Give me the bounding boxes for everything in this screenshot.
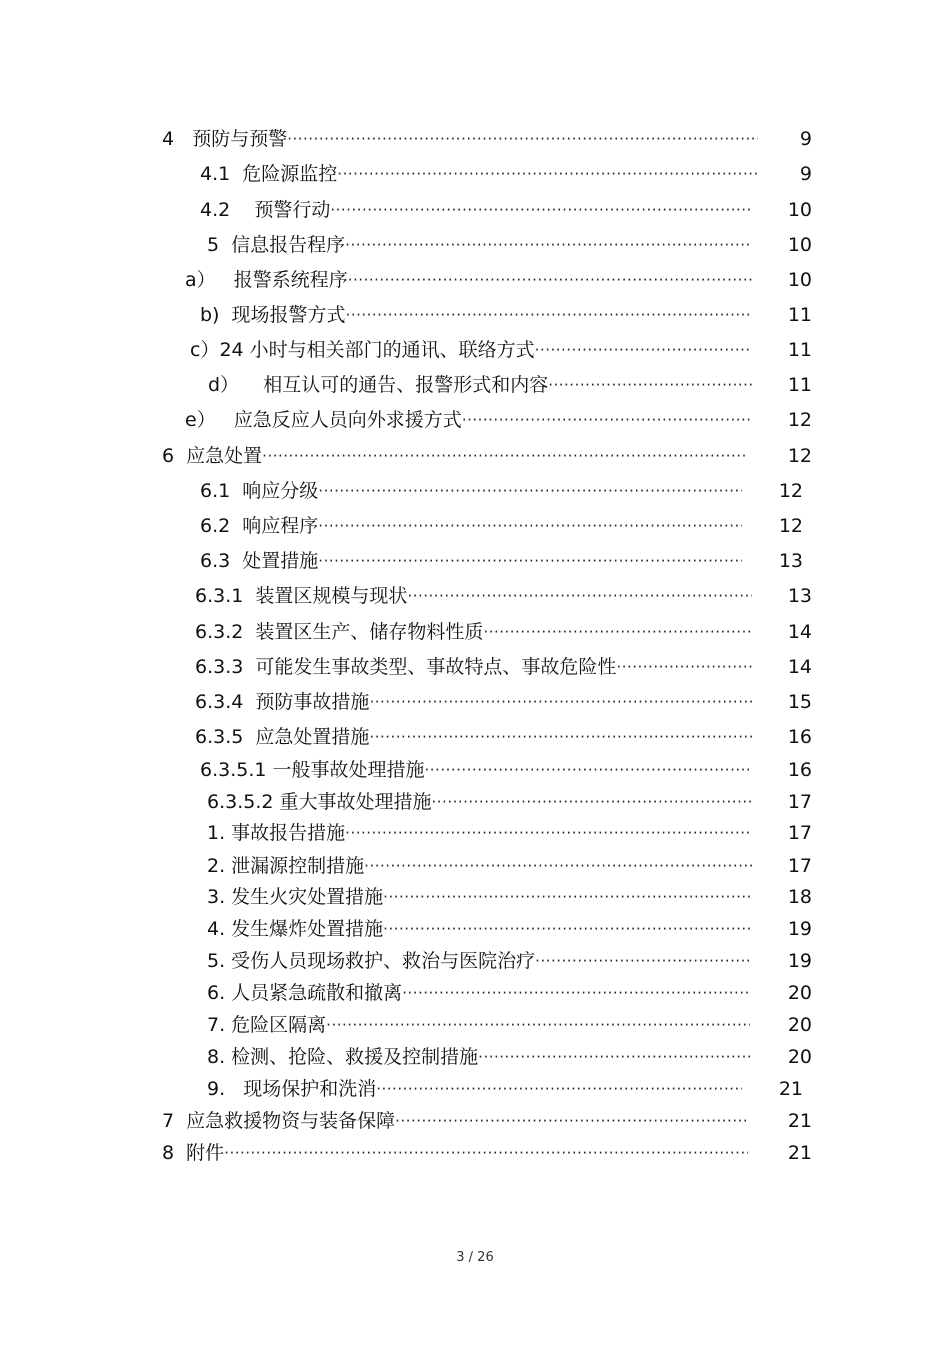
toc-entry [200,511,742,541]
toc-dot-leader [383,914,750,944]
toc-entry-label: 6.3.5.1 一般事故处理措施 [200,759,425,781]
toc-entry-label: a） 报警系统程序 [185,269,348,291]
toc-entry-label: 3. 发生火灾处置措施 [207,886,384,908]
toc-dot-leader [432,787,752,817]
toc-entry-label: 6.3.3 可能发生事故类型、事故特点、事故危险性 [195,656,617,678]
toc-entry-page-number: 17 [787,791,812,813]
toc-dot-leader [483,617,752,647]
toc-entry-label: 4.2 预警行动 [200,199,331,221]
toc-dot-leader [535,946,750,976]
toc-entry-page-number: 16 [787,726,812,748]
toc-dot-leader [383,882,750,912]
toc-entry-page-number: 17 [787,822,812,844]
toc-entry-label: 7. 危险区隔离 [207,1014,327,1036]
toc-entry-page-number: 14 [787,656,812,678]
toc-entry-label: 6.3.5 应急处置措施 [195,726,370,748]
toc-entry-label: 7 应急救援物资与装备保障 [162,1110,396,1132]
toc-entry-label: 6.1 响应分级 [200,480,319,502]
toc-dot-leader [318,511,742,541]
toc-entry [207,1042,750,1072]
toc-entry [200,300,752,330]
toc-entry-page-number: 12 [787,445,812,467]
toc-entry-label: 1. 事故报告措施 [207,822,346,844]
toc-entry [162,441,748,471]
toc-entry-page-number: 13 [787,585,812,607]
toc-dot-leader [425,755,752,785]
toc-entry-page-number: 21 [787,1110,812,1132]
toc-dot-leader [535,335,752,365]
toc-dot-leader [330,195,752,225]
toc-entry-page-number: 14 [787,621,812,643]
toc-entry-page-number: 19 [787,918,812,940]
toc-entry-label: 8 附件 [162,1142,225,1164]
toc-dot-leader [395,1106,748,1136]
toc-entry-label: 6.3.1 装置区规模与现状 [195,585,408,607]
toc-dot-leader [348,265,752,295]
toc-entry [207,1010,750,1040]
toc-entry-label: 9. 现场保护和洗消 [207,1078,377,1100]
toc-entry-page-number: 12 [778,515,803,537]
toc-entry [208,370,752,400]
toc-dot-leader [462,405,750,435]
toc-entry-label: 6.3.2 装置区生产、储存物料性质 [195,621,484,643]
toc-dot-leader [376,1074,742,1104]
toc-entry [162,124,758,154]
toc-entry [195,581,752,611]
toc-dot-leader [407,581,752,611]
toc-entry-page-number: 12 [787,409,812,431]
toc-entry [185,265,752,295]
toc-entry [190,335,752,365]
toc-dot-leader [318,476,742,506]
toc-entry-page-number: 16 [787,759,812,781]
toc-entry [195,687,752,717]
toc-entry [207,818,752,848]
toc-dot-leader [478,1042,750,1072]
toc-dot-leader [369,722,752,752]
toc-entry-page-number: 15 [787,691,812,713]
toc-entry [200,195,752,225]
toc-entry-label: 2. 泄漏源控制措施 [207,855,365,877]
toc-entry-page-number: 21 [778,1078,803,1100]
toc-entry [207,914,750,944]
toc-entry-label: d） 相互认可的通告、报警形式和内容 [208,374,549,396]
toc-entry-page-number: 10 [787,269,812,291]
toc-dot-leader [402,978,750,1008]
toc-entry [200,755,752,785]
toc-entry-page-number: 18 [787,886,812,908]
toc-entry-page-number: 9 [799,128,812,150]
toc-entry-label: 6. 人员紧急疏散和撤离 [207,982,403,1004]
toc-entry-page-number: 10 [787,234,812,256]
toc-entry-label: 5 信息报告程序 [207,234,346,256]
toc-dot-leader [337,159,760,189]
toc-entry-label: 6.3.4 预防事故措施 [195,691,370,713]
toc-dot-leader [364,851,752,881]
toc-entry-page-number: 17 [787,855,812,877]
toc-entry [195,722,752,752]
toc-dot-leader [262,441,748,471]
toc-entry-page-number: 11 [787,339,812,361]
toc-entry [207,1074,742,1104]
toc-entry-label: 8. 检测、抢险、救援及控制措施 [207,1046,479,1068]
toc-entry-page-number: 13 [778,550,803,572]
toc-dot-leader [318,546,742,576]
toc-dot-leader [616,652,752,682]
toc-entry [207,978,750,1008]
toc-entry [200,476,742,506]
toc-entry-label: 6.2 响应程序 [200,515,319,537]
toc-entry-page-number: 20 [787,1046,812,1068]
toc-entry-label: 4 预防与预警 [162,128,288,150]
toc-dot-leader [346,300,752,330]
toc-entry-label: c）24 小时与相关部门的通讯、联络方式 [190,339,535,361]
toc-dot-leader [224,1138,748,1168]
toc-entry-label: b) 现场报警方式 [200,304,346,326]
toc-entry-page-number: 20 [787,1014,812,1036]
toc-entry-label: 6.3.5.2 重大事故处理措施 [207,791,432,813]
toc-entry [195,652,752,682]
toc-entry [162,1138,748,1168]
toc-dot-leader [548,370,752,400]
toc-dot-leader [345,230,752,260]
toc-entry [200,546,742,576]
toc-entry-label: 4.1 危险源监控 [200,163,338,185]
toc-entry [207,787,752,817]
toc-dot-leader [326,1010,750,1040]
toc-entry-page-number: 11 [787,374,812,396]
toc-entry-page-number: 21 [787,1142,812,1164]
toc-entry-page-number: 20 [787,982,812,1004]
toc-entry [207,946,750,976]
toc-entry [162,1106,748,1136]
toc-dot-leader [369,687,752,717]
toc-entry-label: 5. 受伤人员现场救护、救治与医院治疗 [207,950,536,972]
toc-entry-label: 6.3 处置措施 [200,550,319,572]
toc-entry [195,617,752,647]
toc-entry [200,159,760,189]
toc-dot-leader [345,818,752,848]
toc-dot-leader [287,124,758,154]
toc-entry-label: 6 应急处置 [162,445,263,467]
toc-entry [207,851,752,881]
toc-entry-page-number: 9 [799,163,812,185]
page-number-footer: 3 / 26 [456,1250,494,1265]
toc-entry [207,230,752,260]
toc-entry-page-number: 12 [778,480,803,502]
toc-entry [207,882,750,912]
toc-entry [185,405,750,435]
toc-entry-page-number: 19 [787,950,812,972]
toc-entry-label: 4. 发生爆炸处置措施 [207,918,384,940]
toc-entry-page-number: 11 [787,304,812,326]
toc-entry-page-number: 10 [787,199,812,221]
toc-entry-label: e） 应急反应人员向外求援方式 [185,409,462,431]
